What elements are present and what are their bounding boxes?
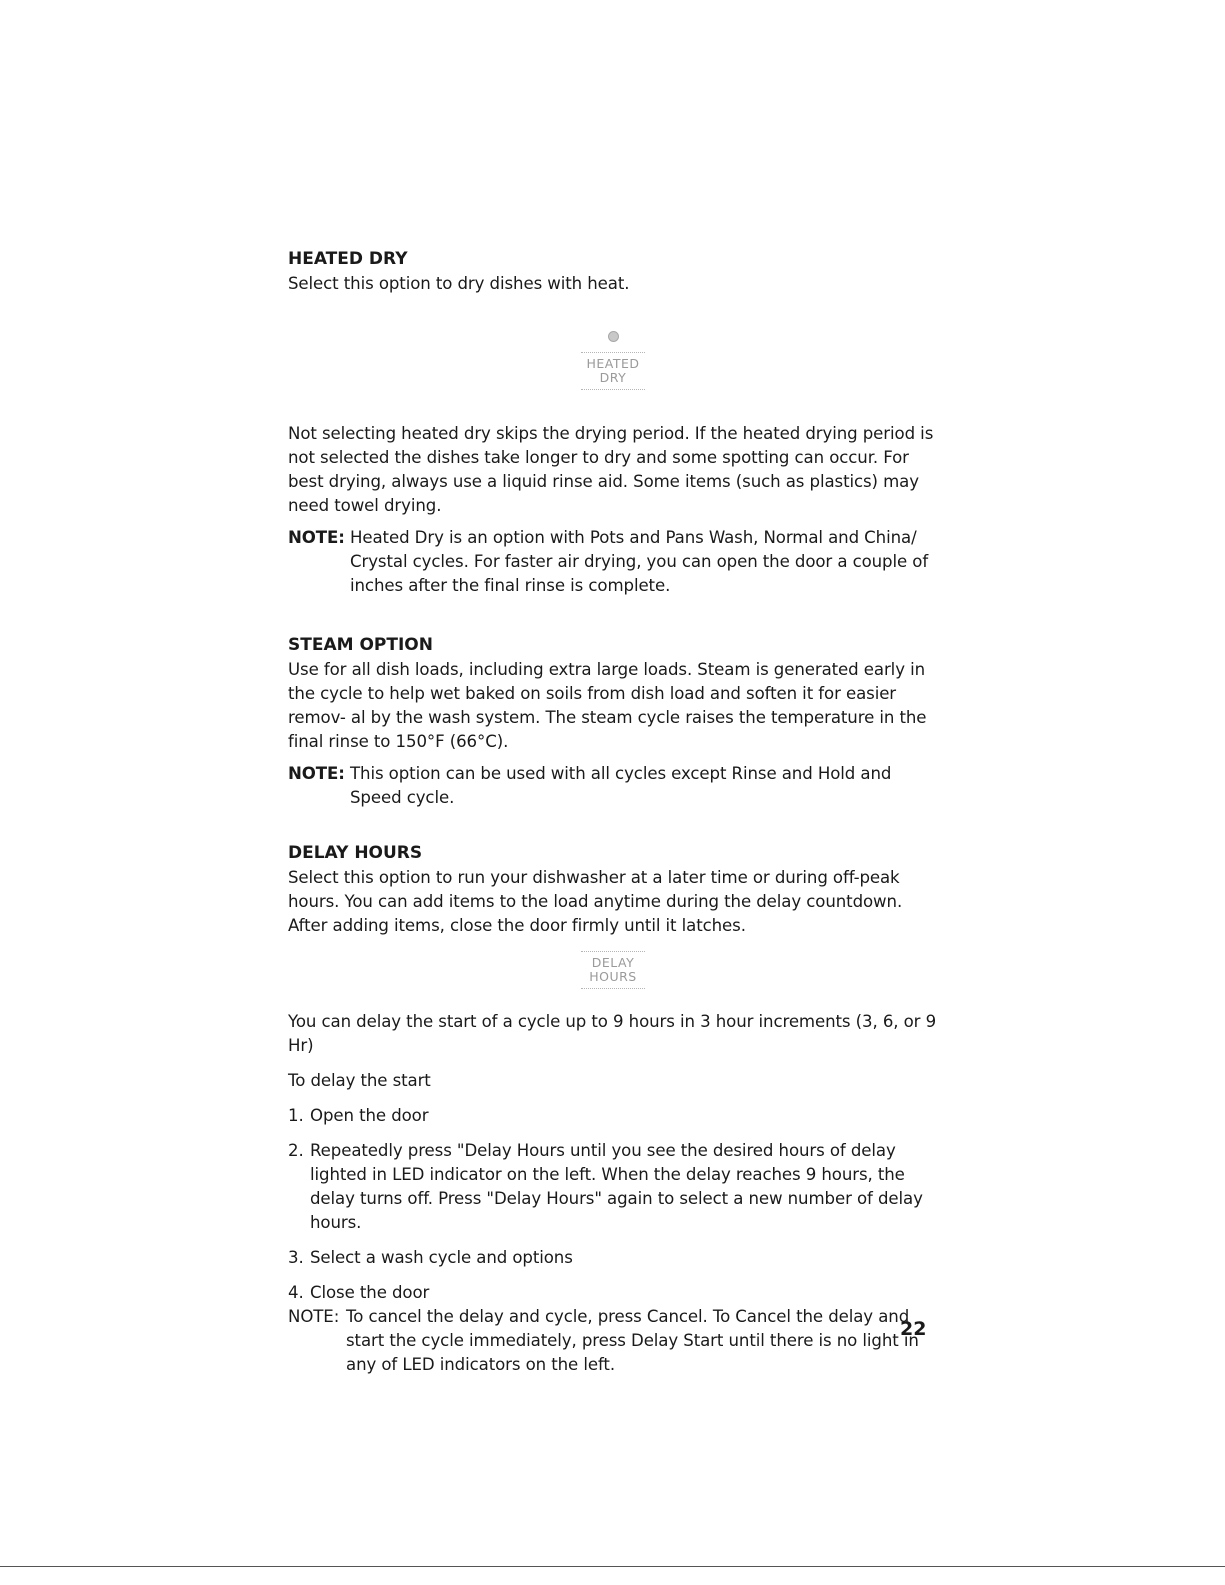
- note-label: NOTE:: [288, 1307, 340, 1326]
- page-content: [288, 248, 938, 1377]
- note-label: NOTE:: [288, 528, 345, 547]
- delay-step-number: 4.: [288, 1283, 304, 1302]
- dotted-border-bottom: [581, 389, 645, 390]
- note-text: Heated Dry is an option with Pots and Pans Wash, Normal and China/ Crystal cycles. For faster air drying, you can open the door a couple of inches after the final rinse is complete.: [350, 528, 929, 595]
- delay-step: [288, 1139, 938, 1235]
- delay-hours-heading: DELAY HOURS: [288, 843, 423, 863]
- delay-step: [288, 1281, 938, 1305]
- heated-dry-icon-label-1: HEATED: [586, 355, 640, 371]
- delay-step-number: 2.: [288, 1141, 304, 1160]
- delay-step-text: Repeatedly press "Delay Hours until you see the desired hours of delay lighted in LED indicator on the left. When the delay reaches 9 hours, the delay turns off. Press "Delay Hours" again to select a new number of delay hours.: [310, 1141, 923, 1232]
- delay-step-text: Close the door: [310, 1283, 430, 1302]
- heated-dry-body: Not selecting heated dry skips the drying period. If the heated drying period is not selected the dishes take longer to dry and some spotting can occur. For best drying, always use a liquid rinse aid. Some items (such as plastics) may need towel drying.: [288, 424, 934, 515]
- dotted-border-bottom: [581, 988, 645, 989]
- delay-step-number: 1.: [288, 1106, 304, 1125]
- steam-option-note: [288, 762, 938, 810]
- note-text: To cancel the delay and cycle, press Cancel. To Cancel the delay and start the cycle immediately, press Delay Start until there is no light in any of LED indicators on the left.: [346, 1307, 919, 1374]
- delay-step-text: Select a wash cycle and options: [310, 1248, 573, 1267]
- delay-hours-to-delay: To delay the start: [288, 1071, 431, 1090]
- page-bottom-rule: [0, 1566, 1225, 1567]
- heated-dry-icon-wrap: [288, 306, 938, 414]
- delay-hours-icon-label-1: DELAY: [591, 955, 635, 970]
- led-indicator-icon: [608, 331, 619, 342]
- delay-step-number: 3.: [288, 1248, 304, 1267]
- note-label: NOTE:: [288, 764, 345, 783]
- delay-hours-icon-label-2: HOURS: [589, 969, 637, 984]
- page-number: 22: [900, 1318, 927, 1340]
- heated-dry-heading: HEATED DRY: [288, 249, 408, 269]
- dotted-border-top: [581, 951, 645, 952]
- steam-option-heading: STEAM OPTION: [288, 635, 433, 655]
- delay-step-text: Open the door: [310, 1106, 429, 1125]
- steam-option-body: Use for all dish loads, including extra large loads. Steam is generated early in the cycle to help wet baked on soils from dish load and soften it for easier remov- al by the wash system. The steam cycle raises the temperature in the final rinse to 150°F (66°C).: [288, 660, 927, 751]
- delay-hours-note: [288, 1305, 938, 1377]
- delay-step: [288, 1104, 938, 1128]
- delay-step: [288, 1246, 938, 1270]
- dotted-border-top: [581, 352, 645, 353]
- delay-hours-button-icon: [581, 951, 645, 989]
- heated-dry-note: [288, 526, 938, 598]
- heated-dry-button-icon: [581, 331, 645, 390]
- note-text: This option can be used with all cycles except Rinse and Hold and Speed cycle.: [350, 764, 892, 807]
- heated-dry-icon-label-2: DRY: [599, 369, 627, 385]
- delay-hours-icon-wrap: [288, 944, 938, 996]
- delay-hours-info: You can delay the start of a cycle up to 9 hours in 3 hour increments (3, 6, or 9 Hr): [288, 1012, 937, 1055]
- delay-hours-body: Select this option to run your dishwasher at a later time or during off-peak hours. You can add items to the load anytime during the delay countdown. After adding items, close the door firmly until it latches.: [288, 868, 903, 935]
- heated-dry-intro: Select this option to dry dishes with heat.: [288, 274, 630, 293]
